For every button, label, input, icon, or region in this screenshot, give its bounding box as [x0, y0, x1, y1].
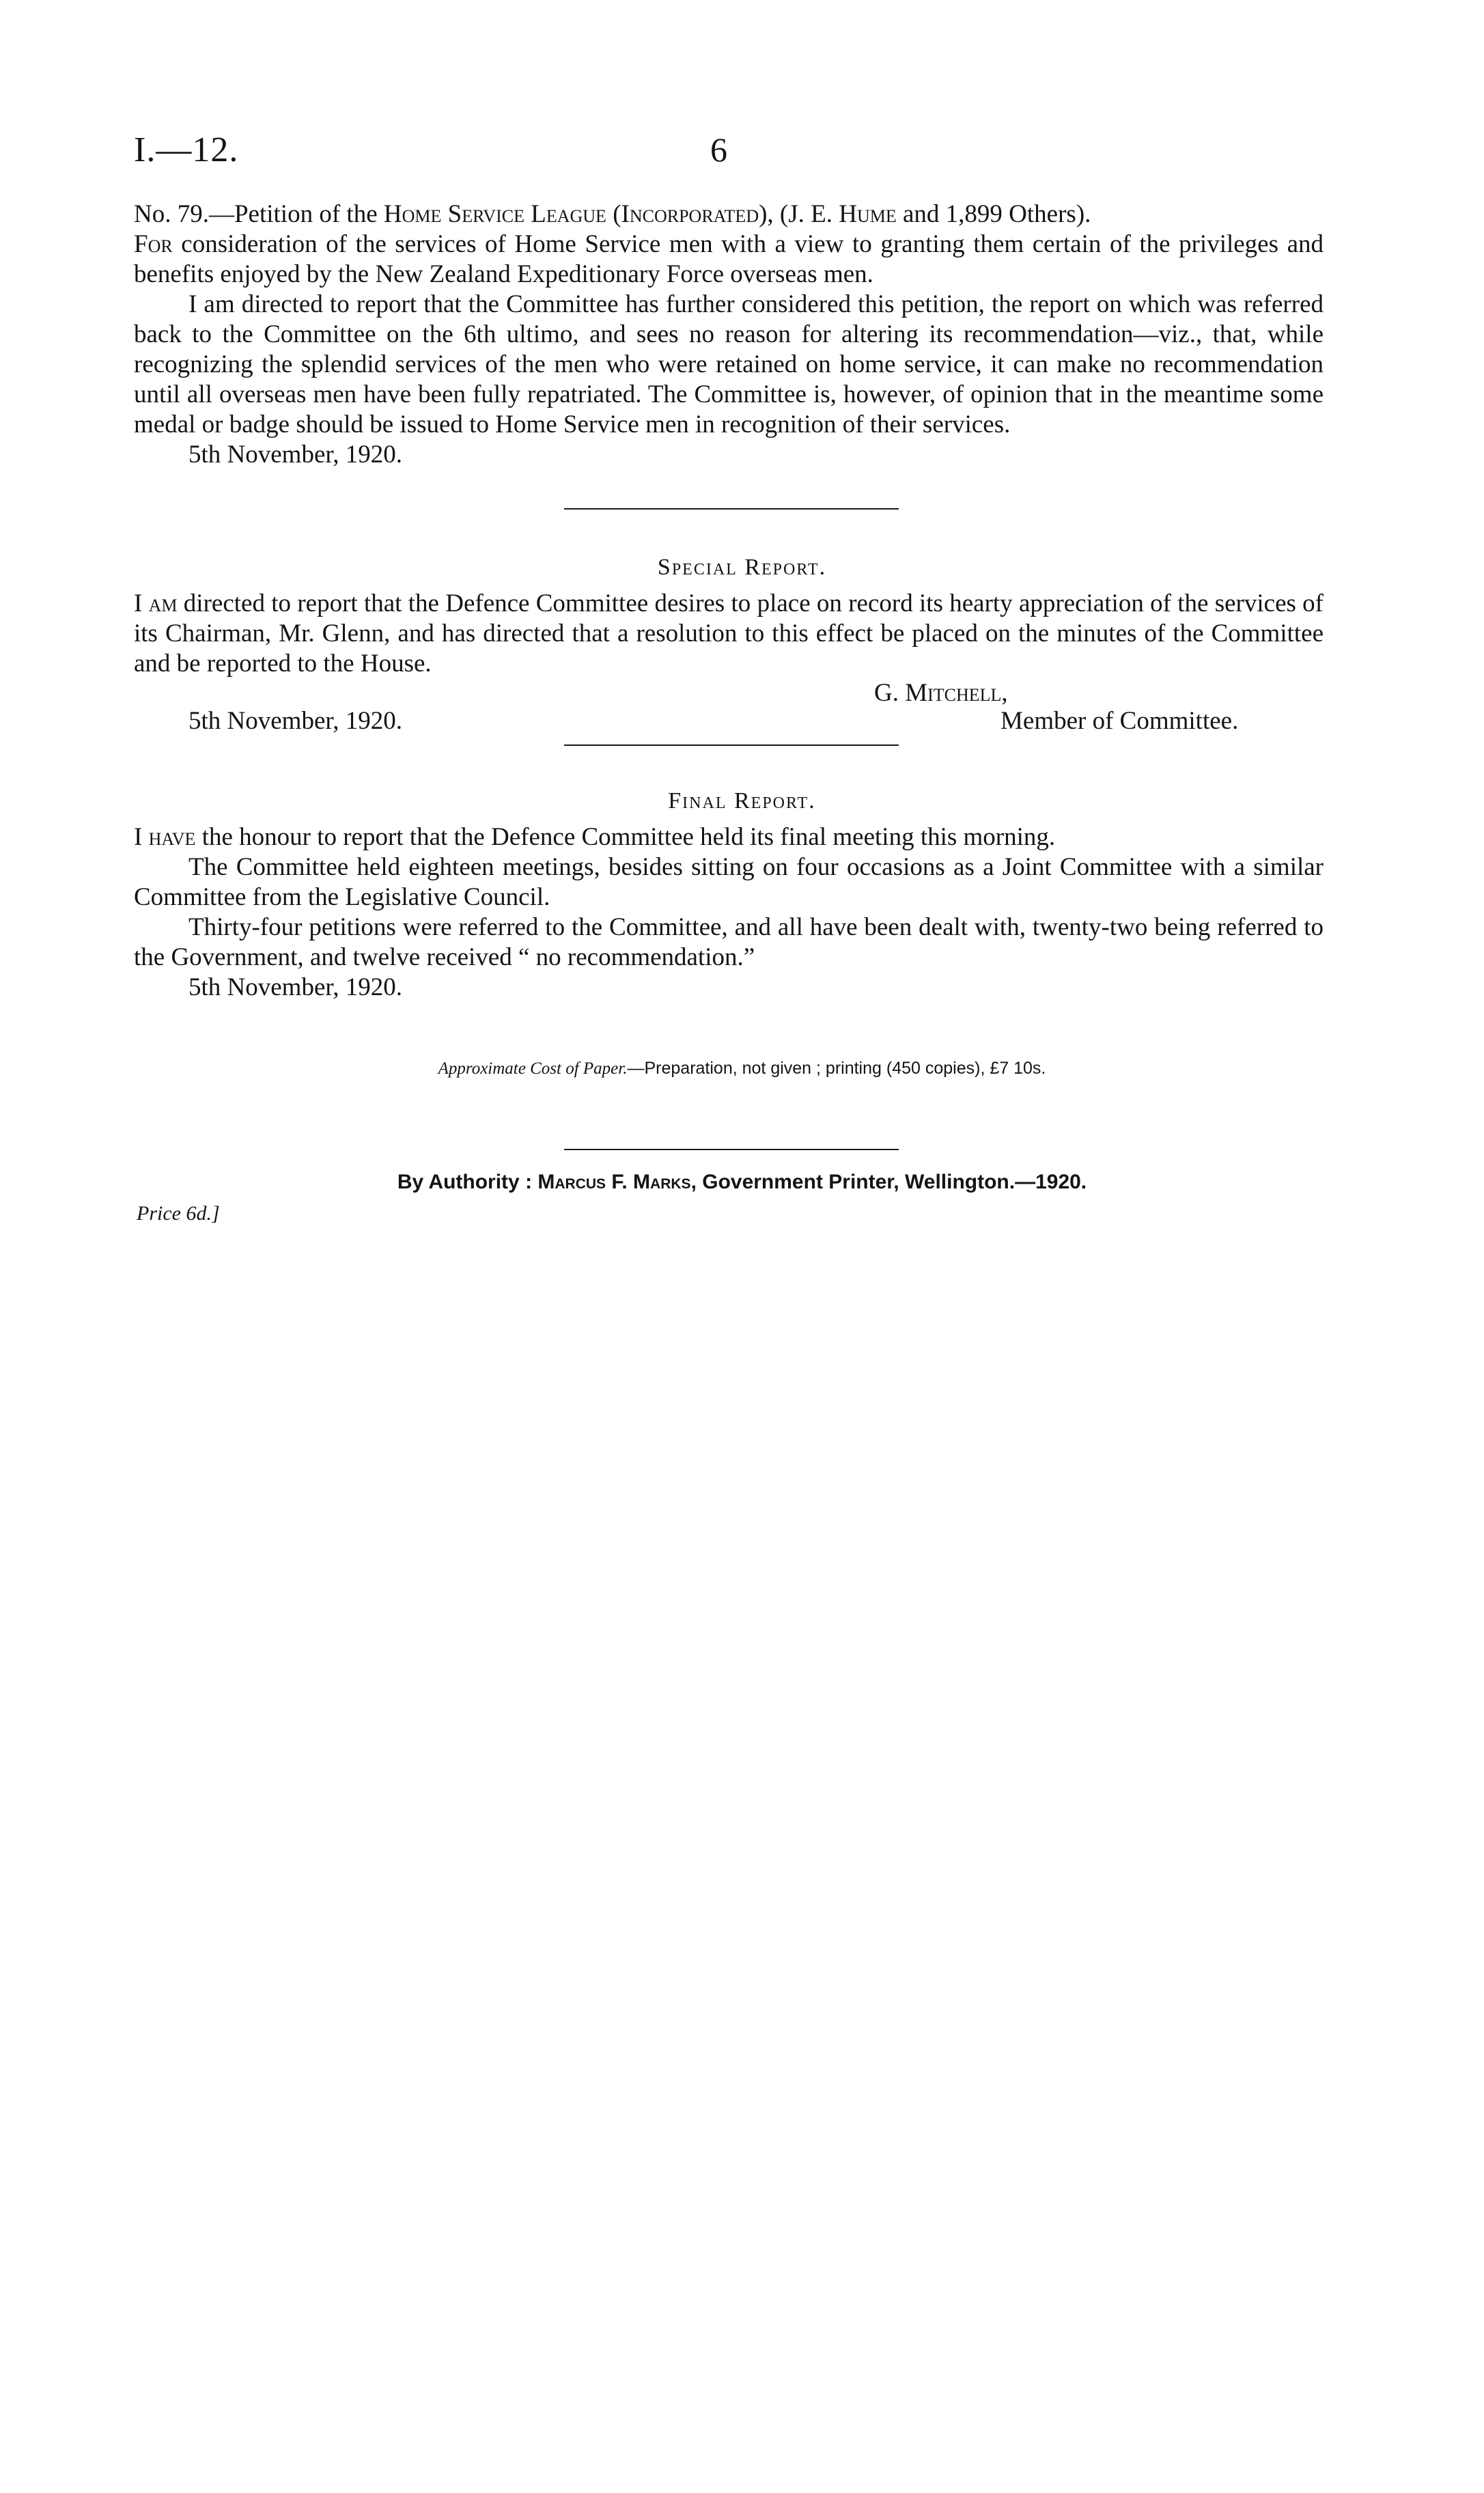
final-report-paragraph-1 [134, 822, 1324, 852]
authority-prefix: By Authority : [397, 1171, 538, 1193]
price-note: Price 6d.] [137, 1202, 220, 1225]
authority-line [0, 1171, 1484, 1194]
signatory-role: Member of Committee. [1000, 707, 1239, 735]
cost-text: —Preparation, not given ; printing (450 copies), £7 10s. [627, 1059, 1046, 1078]
final-report-date: 5th November, 1920. [188, 973, 402, 1001]
special-report-body [134, 589, 1324, 679]
petition-para1-lead: For [134, 230, 173, 258]
petition-date: 5th November, 1920. [188, 441, 402, 469]
signatory-name: G. Mitchell, [874, 679, 1008, 707]
league-name: Home Service League [383, 200, 606, 228]
petition-para1-text: consideration of the services of Home Service men with a view to granting them certain of the privileges and benefits enjoyed by the New Zealand Expeditionary Force overseas men. [134, 230, 1324, 288]
petition-paragraph-1 [134, 229, 1324, 290]
petitioner-prefix: , (J. E. [767, 200, 839, 228]
special-report-text: directed to report that the Defence Committee desires to place on record its hearty appreciation of the services of its Chairman, Mr. Glenn, and has directed that a resolution to this effect be placed on the minutes of the Committee and be reported to the House. [134, 589, 1324, 678]
cost-label: Approximate Cost of Paper. [438, 1059, 628, 1078]
league-incorporated: (Incorporated) [613, 200, 768, 228]
section-divider [564, 744, 899, 746]
final-report-paragraph-2: The Committee held eighteen meetings, besides sitting on four occasions as a Joint Committee with a similar Committee from the Legislative Council. [134, 853, 1324, 911]
final-report-heading: Final Report. [668, 788, 816, 813]
footer-divider [564, 1149, 899, 1150]
special-report-date: 5th November, 1920. [188, 707, 402, 735]
petition-title-prefix: No. 79.—Petition of the [134, 200, 384, 228]
final-report-para1-text: the honour to report that the Defence Committee held its final meeting this morning. [195, 823, 1056, 851]
final-report-paragraph-3: Thirty-four petitions were referred to the Committee, and all have been dealt with, twenty-two being referred to the Government, and twelve received “ no recommendation.” [134, 913, 1324, 971]
final-report-body [134, 822, 1324, 1003]
petition-title [134, 199, 1324, 229]
approximate-cost-line [0, 1059, 1484, 1078]
petitioner-suffix: and 1,899 Others). [896, 200, 1091, 228]
section-divider [564, 508, 899, 510]
final-report-lead: I have [134, 823, 196, 851]
special-report-lead: I am [134, 589, 178, 617]
special-report-paragraph [134, 589, 1324, 679]
petition-section [134, 199, 1324, 470]
petition-paragraph-2: I am directed to report that the Committee has further considered this petition, the report on which was referred back to the Committee on the 6th ultimo, and sees no reason for altering its recommendation—viz., that, while recognizing the splendid services of the men who were retained on home service, it can make no recommendation until all overseas men have been fully repatriated. The Committee is, however, of opinion that in the meantime some medal or badge should be issued to Home Service men in recognition of their services. [134, 290, 1324, 438]
document-reference: I.—12. [134, 130, 239, 169]
authority-suffix: , Government Printer, Wellington.—1920. [690, 1171, 1087, 1193]
petitioner-name: Hume [839, 200, 897, 228]
page-number: 6 [710, 130, 727, 169]
printer-name: Marcus F. Marks [537, 1171, 691, 1193]
special-report-heading: Special Report. [657, 555, 827, 580]
